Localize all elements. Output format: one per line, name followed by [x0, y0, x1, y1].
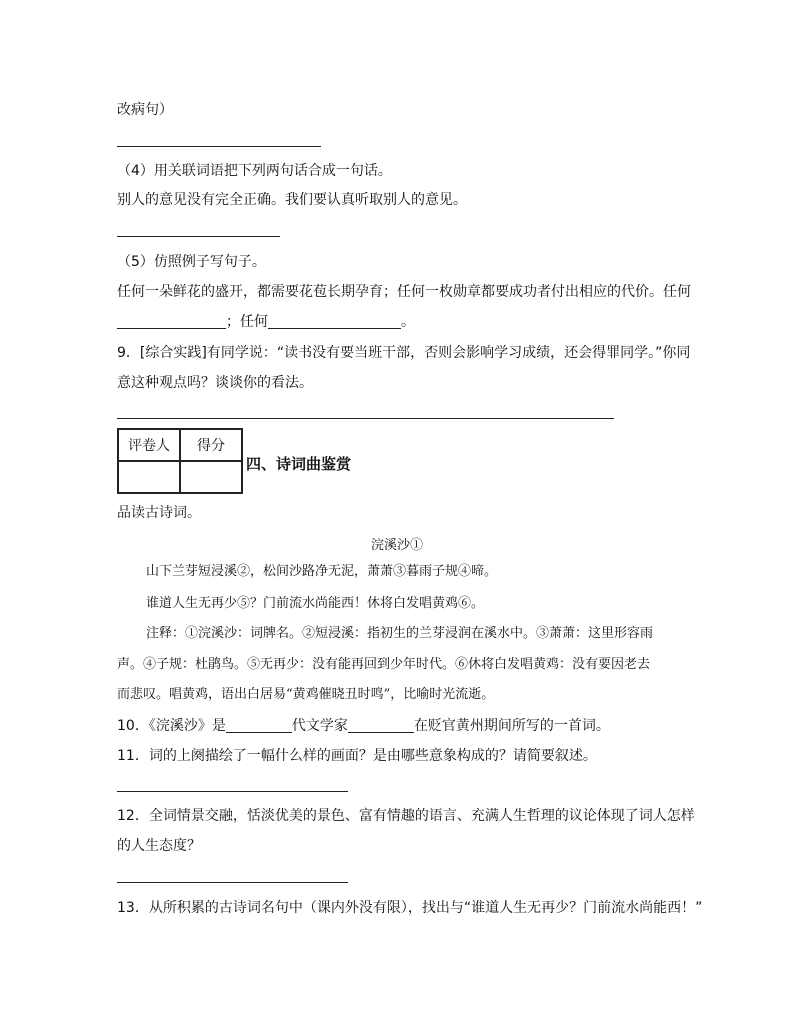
- q10: [117, 716, 610, 736]
- answer-line[interactable]: [117, 236, 280, 237]
- poem-line1: 山下兰芽短浸溪②，松间沙路净无泥，萧萧③暮雨子规④啼。: [146, 564, 498, 579]
- q8-part4-title: （4）用关联词语把下列两句话合成一句话。: [117, 163, 392, 179]
- reading-intro: 品读古诗词。: [117, 505, 201, 521]
- score-table-reviewer: 评卷人: [118, 429, 180, 461]
- fill-blank[interactable]: [348, 717, 414, 733]
- q13: 13．从所积累的古诗词名句中（课内外没有限），找出与“谁道人生无再少？门前流水尚能西！”: [117, 900, 703, 916]
- answer-line[interactable]: [117, 791, 348, 792]
- q10-part-b: 代文学家: [291, 718, 348, 734]
- answer-line[interactable]: [117, 146, 321, 147]
- score-table: [117, 428, 243, 494]
- q9-line2: 意这种观点吗？谈谈你的看法。: [117, 375, 313, 391]
- q8-part5-end: 。: [401, 314, 415, 330]
- q10-part-a: 10．《浣溪沙》是: [117, 718, 226, 734]
- poem-note1: 注释：①浣溪沙：词牌名。②短浸溪：指初生的兰芽浸润在溪水中。③萧萧：这里形容雨: [146, 626, 654, 641]
- q12-line2: 的人生态度？: [117, 838, 201, 854]
- poem-line2: 谁道人生无再少⑤？门前流水尚能西！休将白发唱黄鸡⑥。: [146, 596, 485, 611]
- q8-part5-text: 任何一朵鲜花的盛开，都需要花苞长期孕育；任何一枚勋章都要成功者付出相应的代价。任何: [117, 284, 691, 300]
- fill-blank[interactable]: [226, 717, 292, 733]
- q9-line1: 9．[综合实践]有同学说：“读书没有要当班干部，否则会影响学习成绩，还会得罪同学。”你同: [117, 345, 691, 361]
- q8-part5-blanks: [117, 312, 415, 332]
- poem-note2: 声。④子规：杜鹃鸟。⑤无再少：没有能再回到少年时代。⑥休将白发唱黄鸡：没有要因老去: [117, 657, 651, 672]
- q10-part-c: 在贬官黄州期间所写的一首词。: [413, 718, 610, 734]
- score-cell: [180, 461, 242, 493]
- q11: 11．词的上阕描绘了一幅什么样的画面？是由哪些意象构成的？请简要叙述。: [117, 748, 597, 764]
- q8-part4-text: 别人的意见没有完全正确。我们要认真听取别人的意见。: [117, 192, 467, 208]
- score-table-score: 得分: [180, 429, 242, 461]
- q8-part5-sep: ；任何: [226, 314, 268, 330]
- poem-title: 浣溪沙①: [370, 538, 423, 553]
- fill-blank[interactable]: [268, 313, 401, 329]
- answer-line[interactable]: [117, 882, 348, 883]
- fill-blank[interactable]: [117, 313, 226, 329]
- poem-note3: 而悲叹。唱黄鸡，语出白居易“黄鸡催晓丑时鸣”，比喻时光流逝。: [117, 687, 495, 702]
- section-title: 四、诗词曲鉴赏: [246, 455, 352, 473]
- reviewer-cell: [118, 461, 180, 493]
- q8-tail: 改病句）: [117, 102, 173, 118]
- q8-part5-title: （5）仿照例子写句子。: [117, 254, 266, 270]
- answer-line[interactable]: [117, 418, 614, 419]
- q12-line1: 12．全词情景交融，恬淡优美的景色、富有情趣的语言、充满人生哲理的议论体现了词人怎样: [117, 808, 695, 824]
